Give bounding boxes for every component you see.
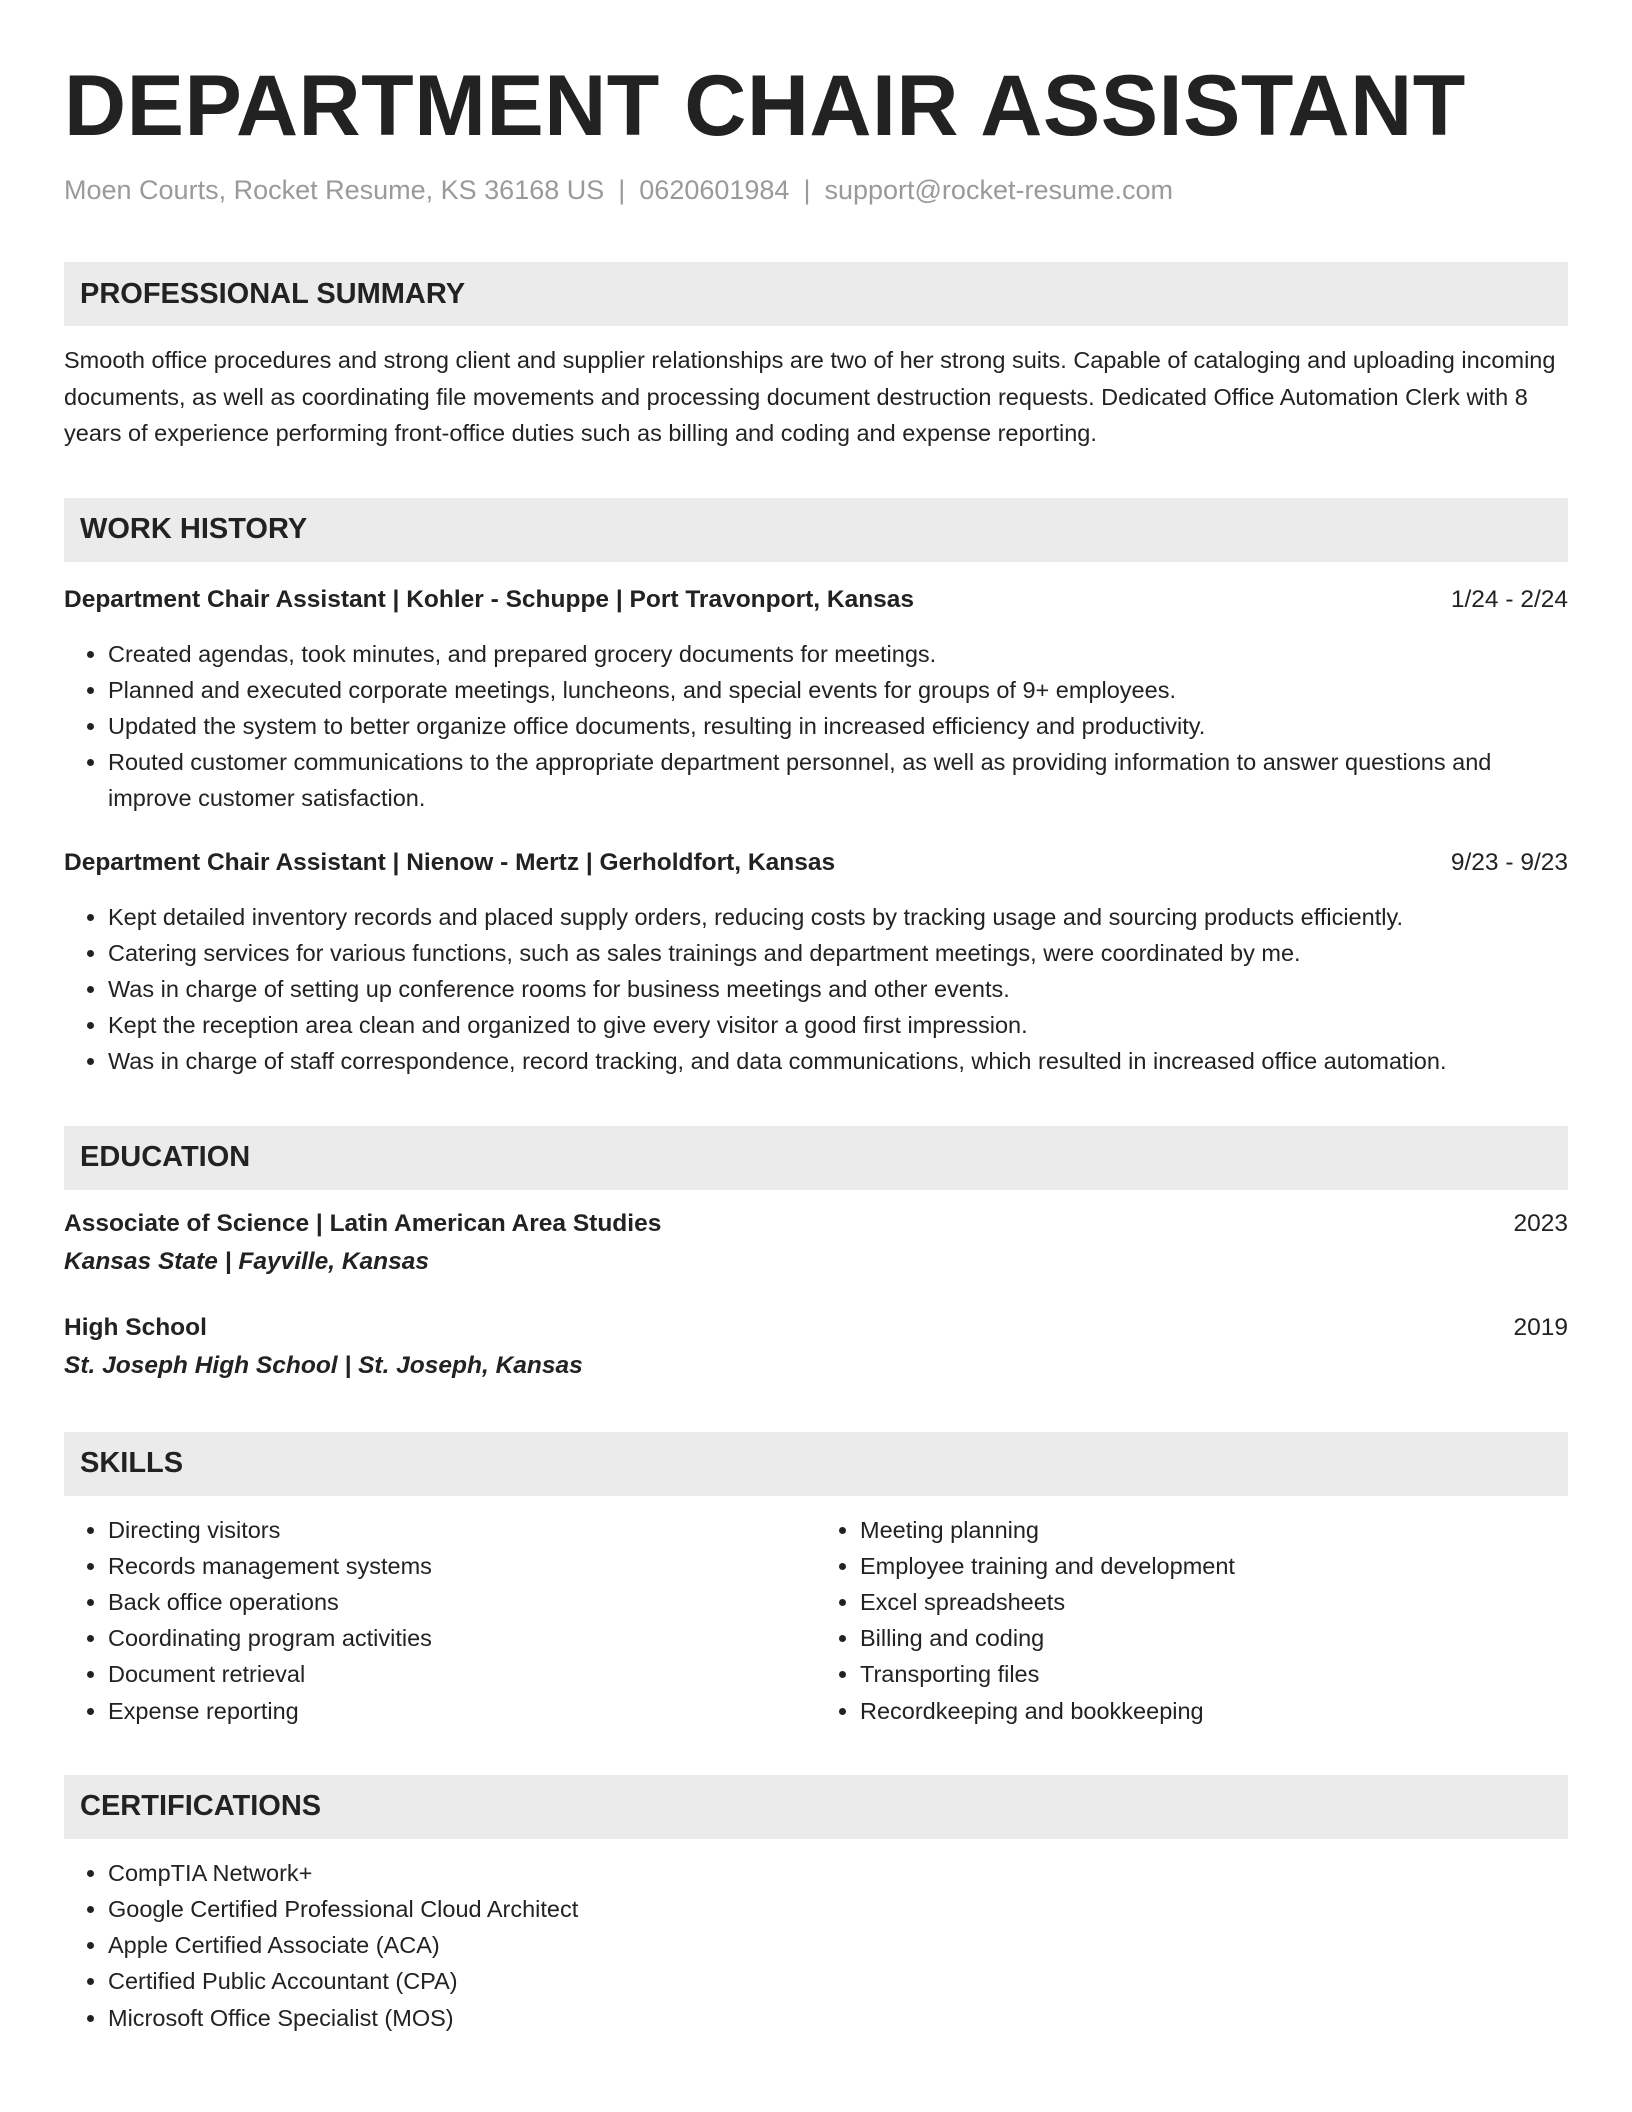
- skills-list: [64, 1512, 1568, 1729]
- job-entry: [64, 582, 1568, 817]
- certification-item: • Apple Certified Associate (ACA): [108, 1927, 1568, 1963]
- job-bullet: • Created agendas, took minutes, and prepared grocery documents for meetings.: [108, 636, 1568, 672]
- job-bullet: • Catering services for various functions, such as sales trainings and department meetings, were coordinated by me.: [108, 935, 1568, 971]
- job-bullet: • Kept the reception area clean and organized to give every visitor a good first impression.: [108, 1007, 1568, 1043]
- contact-address: Moen Courts, Rocket Resume, KS 36168 US: [64, 175, 605, 205]
- summary-text: Smooth office procedures and strong client and supplier relationships are two of her strong suits. Capable of cataloging and uploading incoming documents, as well as coordinating file movements and processing document destruction requests. Dedicated Office Automation Clerk with 8 years of experience performing front-office duties such as billing and coding and expense reporting.: [64, 347, 1556, 446]
- contact-separator: |: [618, 175, 626, 205]
- contact-separator: |: [803, 175, 811, 205]
- education-header: [64, 1206, 1568, 1242]
- skill-item: • Excel spreadsheets: [860, 1584, 1568, 1620]
- job-title: Department Chair Assistant | Kohler - Schuppe | Port Travonport, Kansas: [64, 585, 915, 613]
- job-header: [64, 845, 1568, 881]
- job-bullet: • Was in charge of setting up conference rooms for business meetings and other events.: [108, 971, 1568, 1007]
- education-entry: [64, 1310, 1568, 1386]
- job-entry: [64, 845, 1568, 1080]
- resume-name: DEPARTMENT CHAIR ASSISTANT: [64, 58, 1466, 154]
- job-dates: 9/23 - 9/23: [1450, 848, 1568, 876]
- skills-column-right: [816, 1512, 1568, 1729]
- job-bullet: • Updated the system to better organize office documents, resulting in increased efficiency and productivity.: [108, 708, 1568, 744]
- skills-column-left: [64, 1512, 816, 1729]
- skill-item: • Billing and coding: [860, 1620, 1568, 1656]
- education-entry: [64, 1206, 1568, 1282]
- education-degree: Associate of Science | Latin American Area Studies: [64, 1209, 662, 1237]
- skill-item: • Records management systems: [108, 1548, 816, 1584]
- job-bullet: • Planned and executed corporate meetings, luncheons, and special events for groups of 9+ employees.: [108, 672, 1568, 708]
- job-header: [64, 582, 1568, 618]
- certification-item: • Microsoft Office Specialist (MOS): [108, 2000, 1568, 2036]
- certification-item: • Certified Public Accountant (CPA): [108, 1963, 1568, 1999]
- section-heading-certifications: CERTIFICATIONS: [64, 1775, 1568, 1839]
- job-title: Department Chair Assistant | Nienow - Mertz | Gerholdfort, Kansas: [64, 848, 836, 876]
- skill-item: • Coordinating program activities: [108, 1620, 816, 1656]
- section-heading-skills: SKILLS: [64, 1432, 1568, 1496]
- job-bullets: [64, 899, 1568, 1080]
- skill-item: • Document retrieval: [108, 1656, 816, 1692]
- education-school: Kansas State | Fayville, Kansas: [64, 1247, 430, 1275]
- section-heading-work: WORK HISTORY: [64, 498, 1568, 562]
- certification-item: • Google Certified Professional Cloud Architect: [108, 1891, 1568, 1927]
- skill-item: • Meeting planning: [860, 1512, 1568, 1548]
- contact-email: support@rocket-resume.com: [824, 175, 1173, 205]
- education-year: 2023: [1513, 1209, 1568, 1237]
- job-bullet: • Was in charge of staff correspondence, record tracking, and data communications, which resulted in increased office automation.: [108, 1043, 1568, 1079]
- skill-item: • Back office operations: [108, 1584, 816, 1620]
- skill-item: • Employee training and development: [860, 1548, 1568, 1584]
- certifications-list: [64, 1855, 1568, 2036]
- skill-item: • Recordkeeping and bookkeeping: [860, 1693, 1568, 1729]
- section-heading-summary: PROFESSIONAL SUMMARY: [64, 262, 1568, 326]
- certification-item: • CompTIA Network+: [108, 1855, 1568, 1891]
- education-header: [64, 1310, 1568, 1346]
- education-school: St. Joseph High School | St. Joseph, Kansas: [64, 1351, 583, 1379]
- skill-item: • Transporting files: [860, 1656, 1568, 1692]
- section-heading-education: EDUCATION: [64, 1126, 1568, 1190]
- job-bullets: [64, 636, 1568, 817]
- job-dates: 1/24 - 2/24: [1450, 585, 1568, 613]
- job-bullet: • Routed customer communications to the appropriate department personnel, as well as providing information to answer questions and improve customer satisfaction.: [108, 744, 1568, 816]
- skill-item: • Expense reporting: [108, 1693, 816, 1729]
- education-year: 2019: [1513, 1313, 1568, 1341]
- job-bullet: • Kept detailed inventory records and placed supply orders, reducing costs by tracking usage and sourcing products efficiently.: [108, 899, 1568, 935]
- contact-phone: 0620601984: [639, 175, 790, 205]
- skill-item: • Directing visitors: [108, 1512, 816, 1548]
- contact-line: [64, 170, 1568, 210]
- education-degree: High School: [64, 1313, 207, 1341]
